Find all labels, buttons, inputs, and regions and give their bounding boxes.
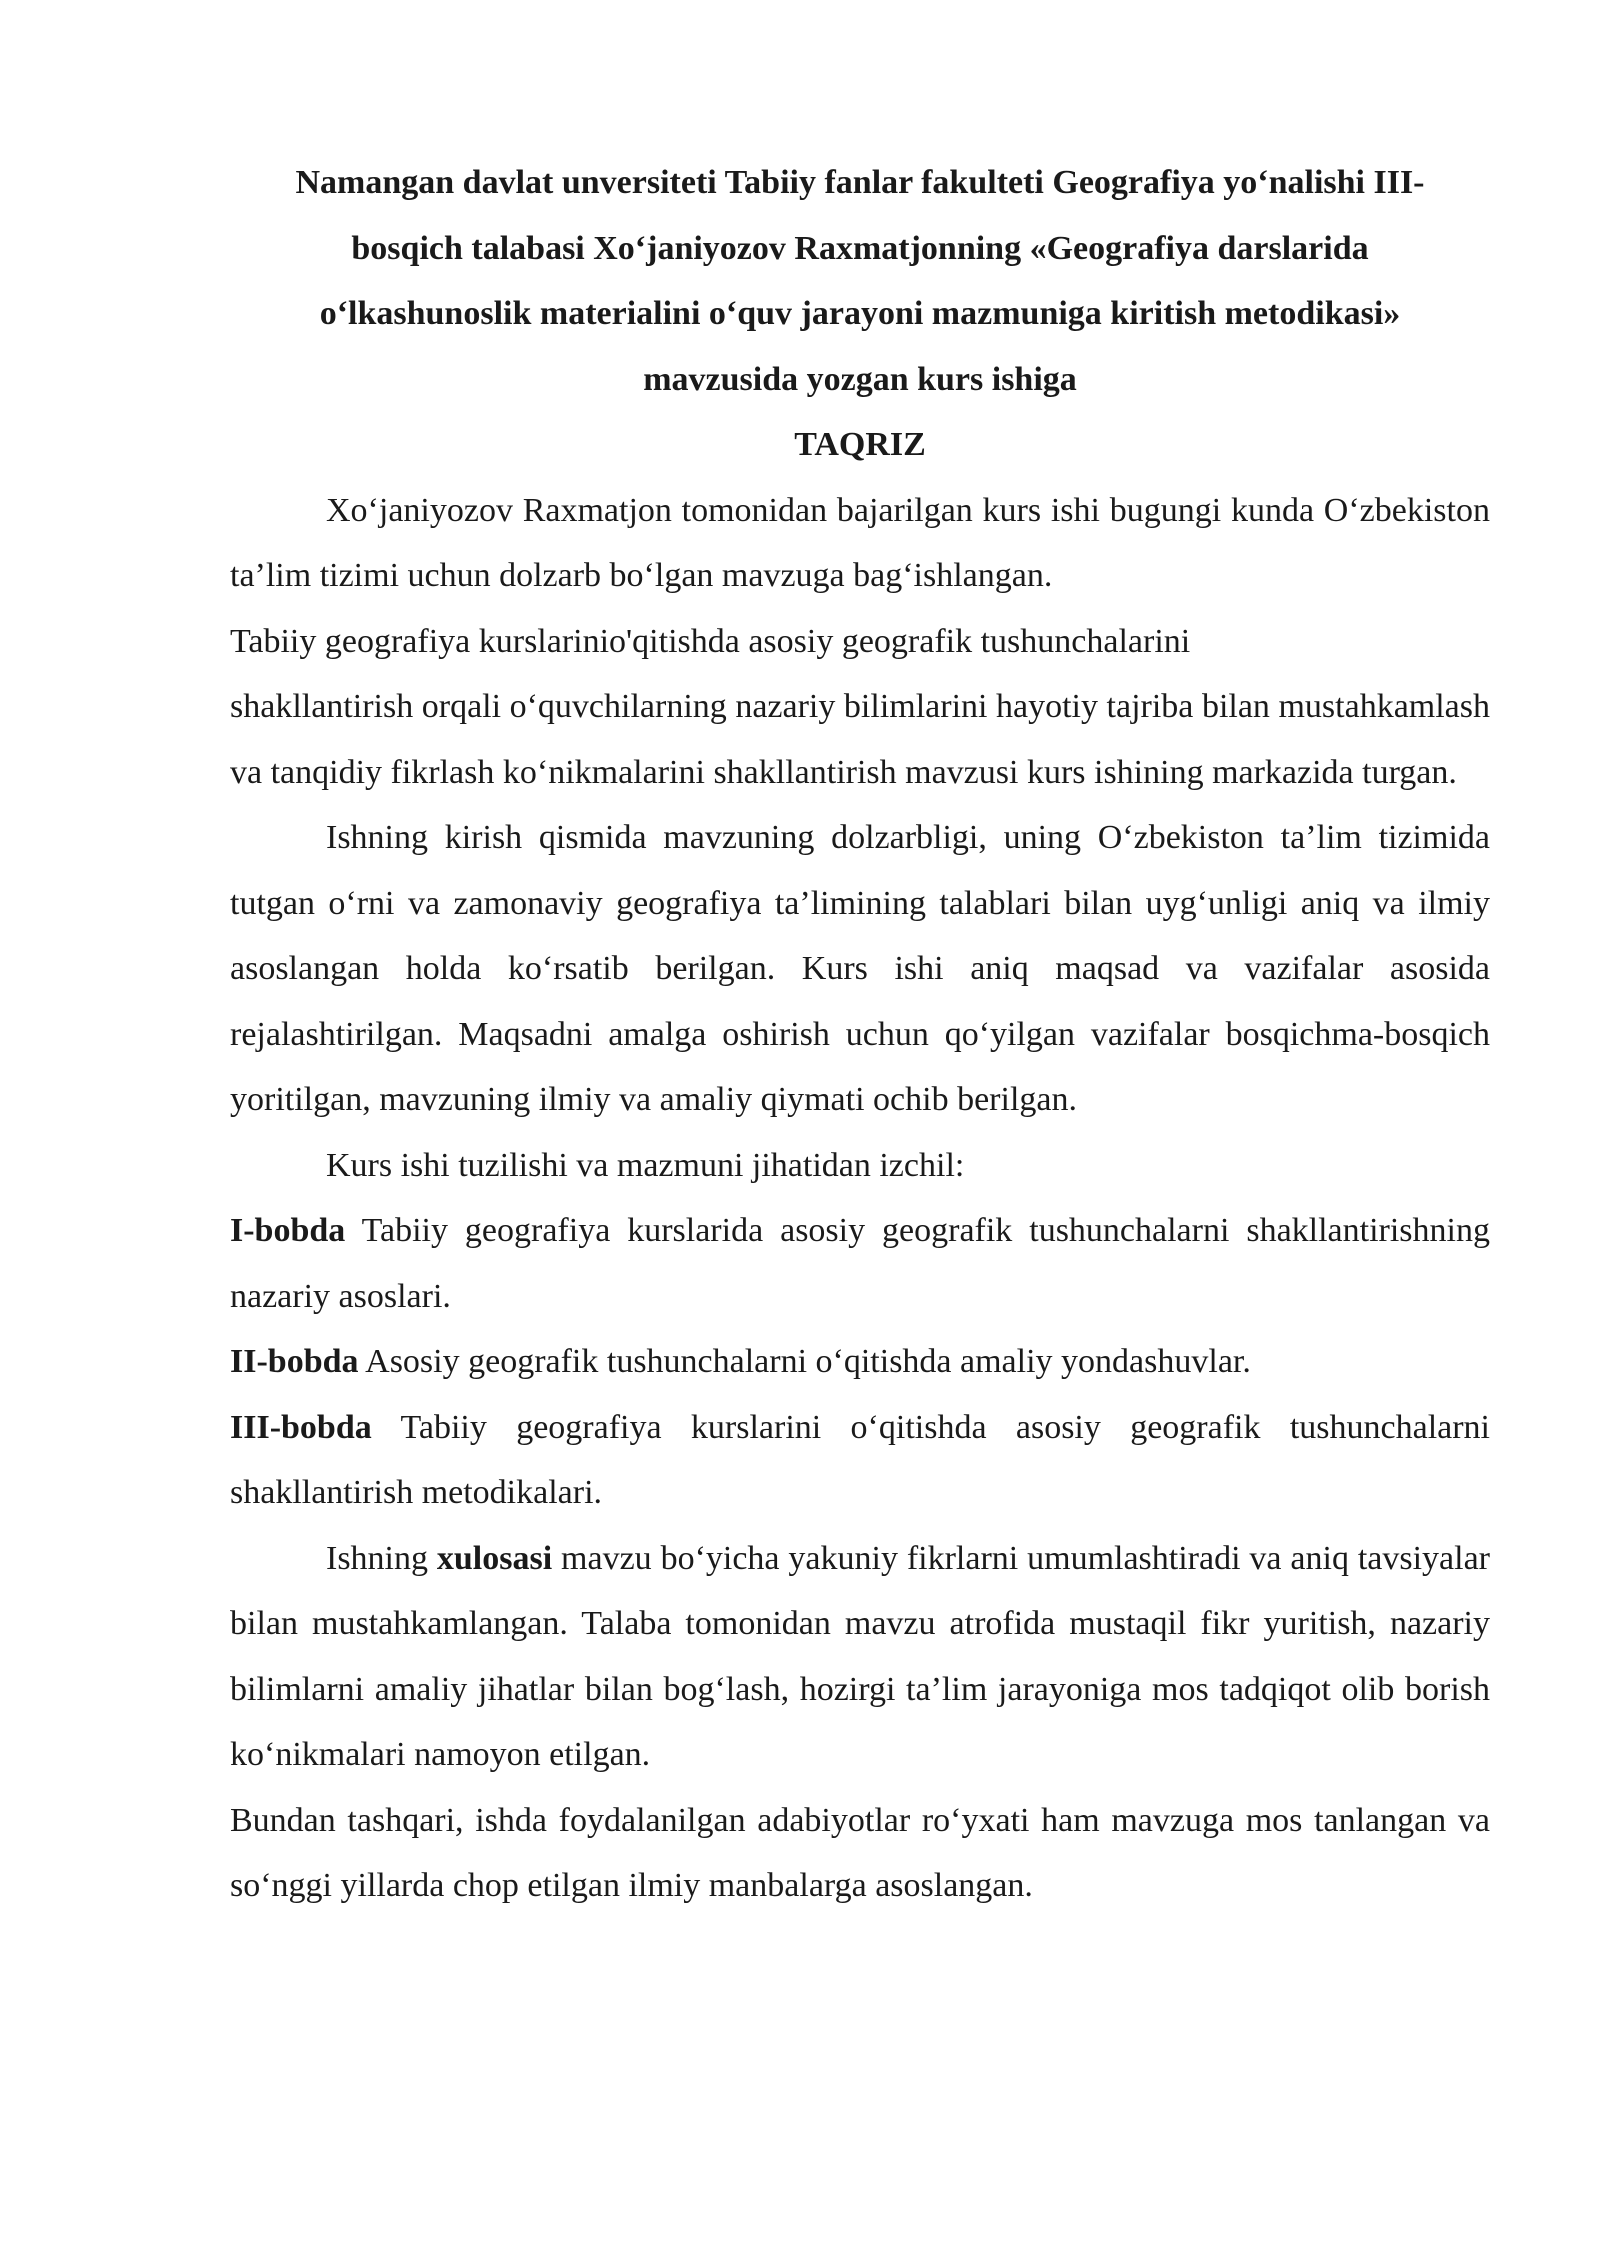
conclusion-post: mavzu bo‘yicha yakuniy fikrlarni umumlashtiradi va aniq tavsiyalar bilan mustahkamlangan. Talaba tomonidan mavzu atrofida mustaqil fikr yuritish, nazariy bilimlarni amaliy jihatlar bilan bog‘lash, hozirgi ta’lim jarayoniga mos tadqiqot olib borish ko‘nikmalari namoyon etilgan. xyxy=(230,1539,1490,1773)
chapter-1 xyxy=(230,1198,1490,1329)
heading-line-4: mavzusida yozgan kurs ishiga xyxy=(643,360,1077,398)
conclusion-pre: Ishning xyxy=(326,1539,437,1577)
chapter-3-label: III-bobda xyxy=(230,1408,372,1446)
chapter-2-text: Asosiy geografik tushunchalarni o‘qitishda amaliy yondashuvlar. xyxy=(358,1343,1251,1380)
chapter-3 xyxy=(230,1395,1490,1526)
paragraph-references: Bundan tashqari, ishda foydalanilgan adabiyotlar ro‘yxati ham mavzuga mos tanlangan va so‘nggi yillarda chop etilgan ilmiy manbalarga asoslangan. xyxy=(230,1801,1490,1904)
conclusion-keyword: xulosasi xyxy=(436,1539,553,1577)
document-page xyxy=(230,150,1490,1919)
paragraph-intro-a: Xo‘janiyozov Raxmatjon tomonidan bajarilgan kurs ishi bugungi kunda O‘zbekiston ta’lim tizimi uchun dolzarb bo‘lgan mavzuga bag‘ishlangan. xyxy=(230,491,1490,594)
paragraph-intro-b: Tabiiy geografiya kurslarinio'qitishda asosiy geografik tushunchalarini xyxy=(230,622,1191,660)
heading-line-3: o‘lkashunoslik materialini o‘quv jarayoni mazmuniga kiritish metodikasi» xyxy=(319,295,1401,332)
document-heading xyxy=(230,150,1490,412)
chapter-1-label: I-bobda xyxy=(230,1212,346,1249)
heading-line-2: bosqich talabasi Xo‘janiyozov Raxmatjonning «Geografiya darslarida xyxy=(351,229,1369,267)
paragraph-intro-c: shakllantirish orqali o‘quvchilarning nazariy bilimlarini hayotiy tajriba bilan mustahkamlash va tanqidiy fikrlash ko‘nikmalarini shakllantirish mavzusi kurs ishining markazida turgan. xyxy=(230,688,1490,791)
chapter-1-text: Tabiiy geografiya kurslarida asosiy geografik tushunchalarni shakllantirishning nazariy asoslari. xyxy=(230,1212,1490,1315)
paragraph-introduction-section: Ishning kirish qismida mavzuning dolzarbligi, uning O‘zbekiston ta’lim tizimida tutgan o‘rni va zamonaviy geografiya ta’limining talablari bilan uyg‘unligi aniq va ilmiy asoslangan holda ko‘rsatib berilgan. Kurs ishi aniq maqsad va vazifalar asosida rejalashtirilgan. Maqsadni amalga oshirish uchun qo‘yilgan vazifalar bosqichma-bosqich yoritilgan, mavzuning ilmiy va amaliy qiymati ochib berilgan. xyxy=(230,819,1490,1118)
chapter-3-text: Tabiiy geografiya kurslarini o‘qitishda asosiy geografik tushunchalarni shakllantirish metodikalari. xyxy=(230,1408,1490,1511)
document-title: TAQRIZ xyxy=(794,426,926,463)
chapter-2-label: II-bobda xyxy=(230,1343,359,1380)
heading-line-1: Namangan davlat unversiteti Tabiiy fanlar fakulteti Geografiya yo‘nalishi III- xyxy=(295,164,1425,201)
chapter-2 xyxy=(230,1329,1490,1395)
paragraph-conclusion xyxy=(230,1526,1490,1788)
paragraph-structure: Kurs ishi tuzilishi va mazmuni jihatidan izchil: xyxy=(326,1146,965,1184)
